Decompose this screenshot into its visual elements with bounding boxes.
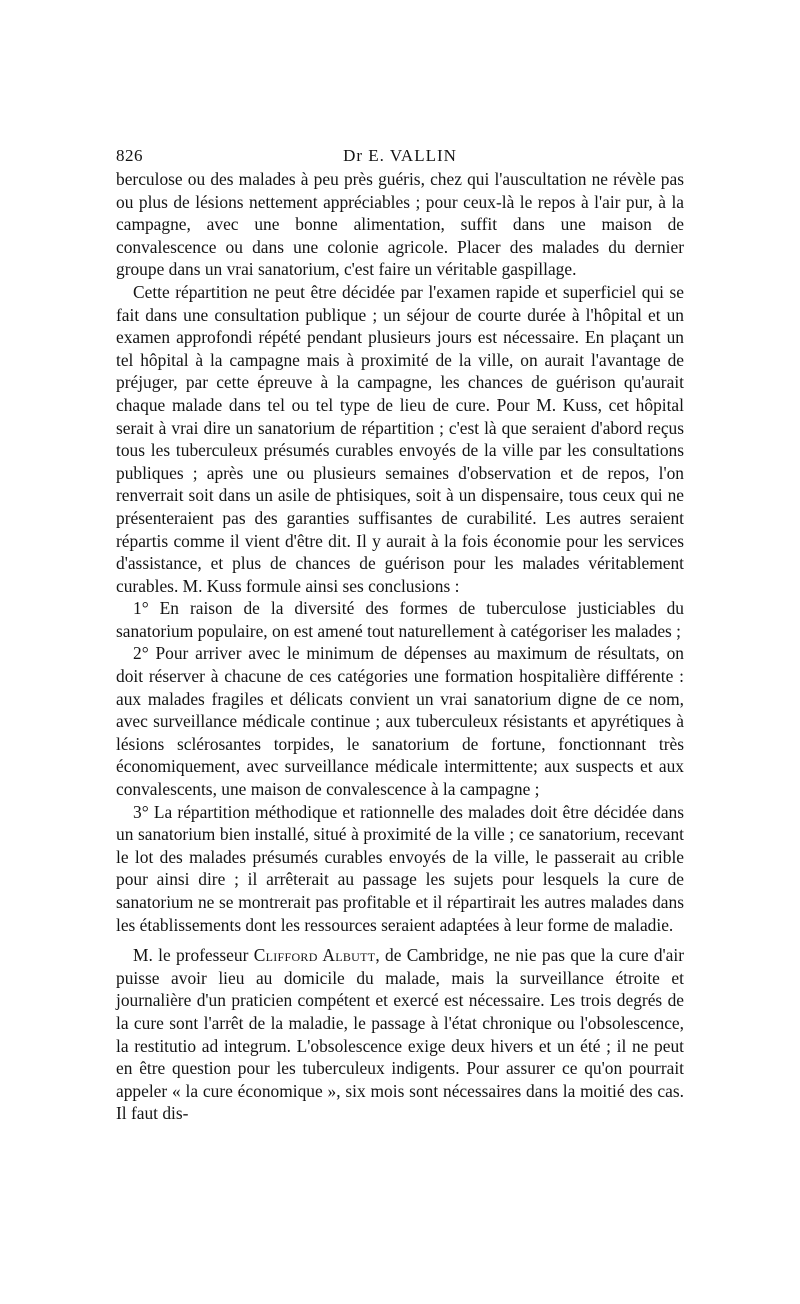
conclusion-2: 2° Pour arriver avec le minimum de dépenses au maximum de résultats, on doit réserver à chacune de ces catégories une formation hospitalière différente : aux malades fragiles et délicats convient un vrai sanatorium digne de ce nom, avec surveillance médicale continue ; aux tuberculeux résistants et apyrétiques à lésions sclérosantes torpides, le sanatorium de fortune, fonctionnant très économiquement, avec surveillance médicale intermittente; aux suspects et aux convalescents, une maison de convalescence à la campagne ; [116, 643, 684, 800]
author-name-albutt: Clifford Albutt [253, 945, 376, 966]
running-header [116, 140, 684, 168]
albutt-intro: M. le professeur [133, 945, 254, 966]
book-page [116, 140, 684, 1125]
conclusion-3: 3° La répartition méthodique et rationnelle des malades doit être décidée dans un sanatorium bien installé, situé à proximité de la ville ; ce sanatorium, recevant le lot des malades présumés curables envoyés de la ville, le passerait au crible pour ainsi dire ; il arrêterait au passage les sujets pour lesquels la cure de sanatorium ne se montrerait pas profitable et il répartirait les autres malades dans les établissements dont les ressources seraient adaptées à leur forme de maladie. [116, 801, 684, 935]
albutt-text: , de Cambridge, ne nie pas que la cure d'air puisse avoir lieu au domicile du malade, mais la surveillance étroite et journalière d'un praticien compétent et exercé est nécessaire. Les trois degrés de la cure sont l'arrêt de la maladie, le passage à l'état chronique ou l'obsolescence, la restitutio ad integrum. L'obsolescence exige deux hivers et un été ; il ne peut en être question pour les tuberculeux indigents. Pour assurer ce qu'on pourrait appeler « la cure économique », six mois sont nécessaires dans la moitié des cas. Il faut dis- [116, 945, 685, 1124]
conclusion-1: 1° En raison de la diversité des formes de tuberculose justiciables du sanatorium populaire, on est amené tout naturellement à catégoriser les malades ; [116, 598, 684, 641]
paragraph-continued: berculose ou des malades à peu près guéris, chez qui l'auscultation ne révèle pas ou plus de lésions nettement appréciables ; pour ceux-là le repos à l'air pur, à la campagne, avec une bonne alimentation, suffit dans une maison de convalescence ou dans une colonie agricole. Placer des malades du dernier groupe dans un vrai sanatorium, c'est faire un véritable gaspillage. [116, 169, 684, 280]
paragraph-repartition: Cette répartition ne peut être décidée par l'examen rapide et superficiel qui se fait dans une consultation publique ; un séjour de courte durée à l'hôpital et un examen approfondi répété pendant plusieurs jours est nécessaire. En plaçant un tel hôpital à la campagne mais à proximité de la ville, on aurait l'avantage de préjuger, par cette épreuve à la campagne, les chances de guérison qu'aurait chaque malade dans tel ou tel type de lieu de cure. Pour M. Kuss, cet hôpital serait à vrai dire un sanatorium de répartition ; c'est là que seraient d'abord reçus tous les tuberculeux présumés curables envoyés de la ville par les consultations publiques ; après une ou plusieurs semaines d'observation et de repos, l'on renverrait soit dans un asile de phtisiques, soit à un dispensaire, tous ceux qui ne présenteraient pas des garanties suffisantes de curabilité. Les autres seraient répartis comme il vient d'être dit. Il y aurait à la fois économie pour les services d'assistance, et plus de chances de guérison pour les malades véritablement curables. M. Kuss formule ainsi ses conclusions : [116, 281, 684, 596]
running-title: Dr E. VALLIN [343, 146, 457, 165]
page-number: 826 [116, 146, 143, 165]
paragraph-albutt [116, 944, 684, 1125]
